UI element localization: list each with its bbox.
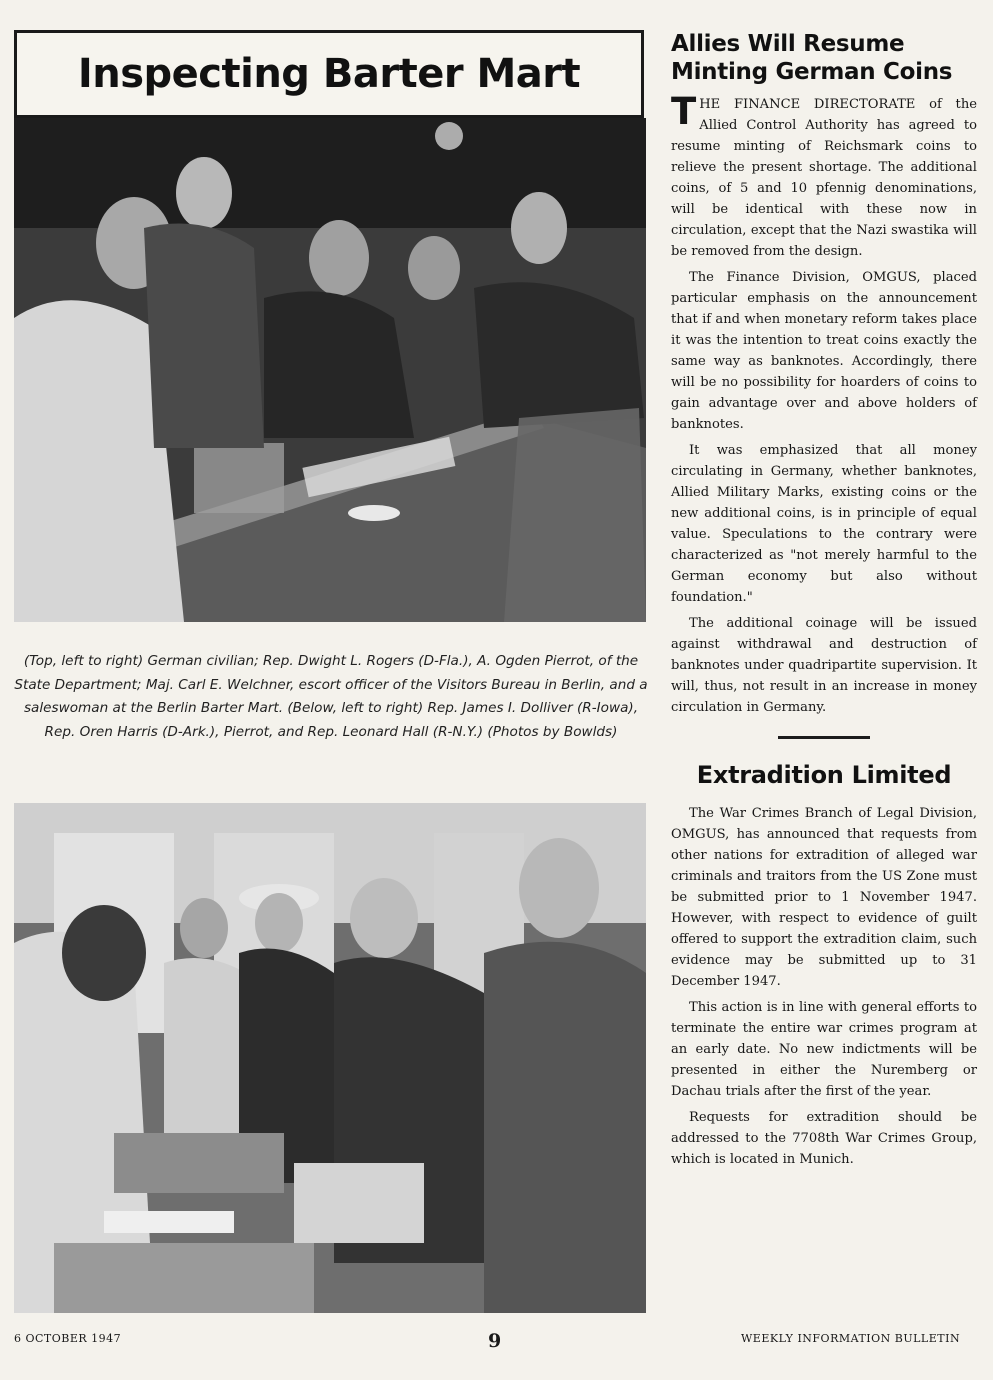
- photo-barter-mart-top: [14, 118, 646, 622]
- drop-cap: T: [671, 90, 697, 133]
- article-headline-coins: Allies Will Resume Minting German Coins: [671, 31, 953, 85]
- right-column: [671, 30, 977, 1175]
- photo-barter-mart-bottom: [14, 803, 646, 1313]
- title-box: [14, 30, 644, 118]
- page-title: Inspecting Barter Mart: [77, 51, 581, 97]
- footer-publication: WEEKLY INFORMATION BULLETIN: [741, 1332, 961, 1345]
- article-paragraph: This action is in line with general efforts to terminate the entire war crimes program at an early date. No new indictments will be presented in either the Nuremberg or Dachau trials after the first of the year.: [671, 1000, 977, 1099]
- article-extradition: [671, 761, 977, 1170]
- article-paragraph: The War Crimes Branch of Legal Division, OMGUS, has announced that requests from other nations for extradition of alleged war criminals and traitors from the US Zone must be submitted prior to 1 November 1947. However, with respect to evidence of guilt offered to support the extradition claim, such evidence may be submitted up to 31 December 1947.: [671, 806, 977, 989]
- article-paragraph: Requests for extradition should be addressed to the 7708th War Crimes Group, which is located in Munich.: [671, 1110, 977, 1167]
- article-paragraph-text: HE FINANCE DIRECTORATE of the Allied Control Authority has agreed to resume minting of Reichsmark coins to relieve the present shortage. The additional coins, of 5 and 10 pfennig denominations, will be identical with these now in circulation, except that the Nazi swastika will be removed from the design.: [671, 97, 977, 259]
- photo-caption: (Top, left to right) German civilian; Rep. Dwight L. Rogers (D-Fla.), A. Ogden Pierrot, of the State Department; Maj. Carl E. Welchner, escort officer of the Visitors Bureau in Berlin, and a saleswoman at the Berlin Barter Mart. (Below, left to right) Rep. James I. Dolliver (R-Iowa), Rep. Oren Harris (D-Ark.), Pierrot, and Rep. Leonard Hall (R-N.Y.) (Photos by Bowlds): [14, 653, 648, 740]
- article-paragraph: The Finance Division, OMGUS, placed particular emphasis on the announcement that if and when monetary reform takes place it was the intention to treat coins exactly the same way as banknotes. Accordingly, there will be no possibility for hoarders of coins to gain advantage over and above holders of banknotes.: [671, 270, 977, 432]
- page-number: 9: [488, 1330, 502, 1352]
- article-paragraph: [671, 90, 977, 262]
- section-divider: [778, 736, 870, 739]
- article-coins: [671, 30, 977, 718]
- footer-date: 6 OCTOBER 1947: [14, 1332, 122, 1345]
- article-paragraph: The additional coinage will be issued against withdrawal and destruction of banknotes under quadripartite supervision. It will, thus, not result in an increase in money circulation in Germany.: [671, 616, 977, 715]
- article-paragraph: It was emphasized that all money circulating in Germany, whether banknotes, Allied Military Marks, existing coins or the new additional coins, is in principle of equal value. Speculations to the contrary were characterized as "not merely harmful to the German economy but also without foundation.": [671, 443, 977, 605]
- article-headline-extradition: Extradition Limited: [696, 761, 952, 789]
